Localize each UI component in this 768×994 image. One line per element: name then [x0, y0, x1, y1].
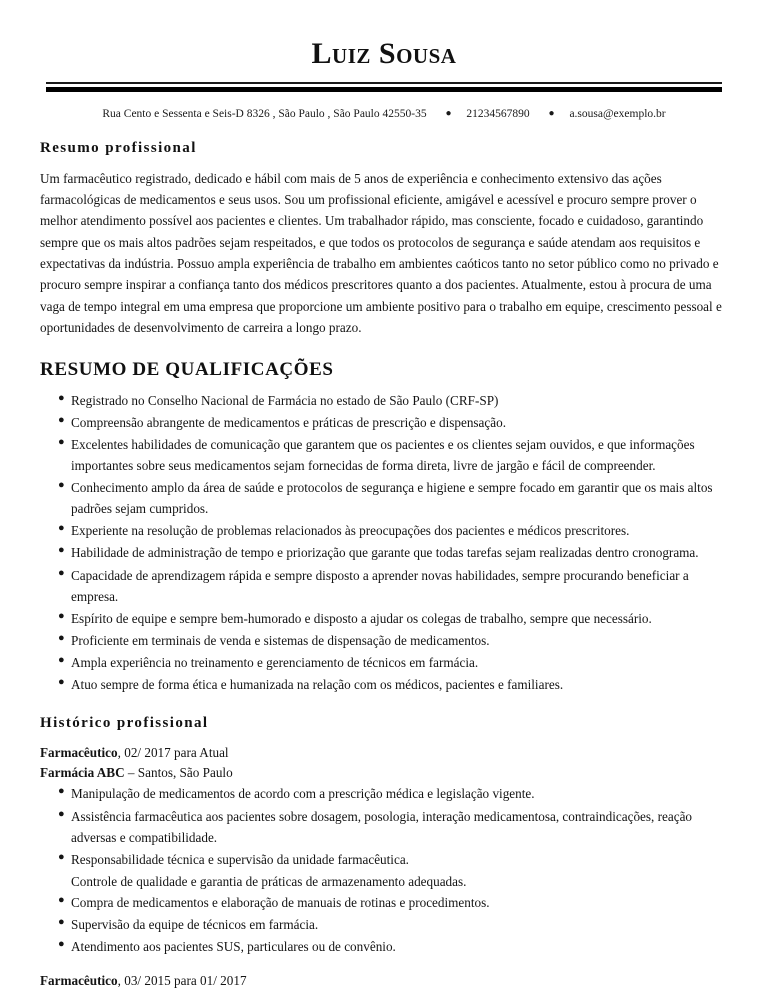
job-dates: , 02/ 2017 para Atual	[117, 745, 229, 761]
list-item	[40, 914, 728, 935]
list-item	[40, 892, 728, 913]
list-item-text: Conhecimento amplo da área de saúde e protocolos de segurança e higiene e sempre focado em garantir que os mais altos padrões sejam cumpridos.	[71, 480, 713, 517]
experience-heading: Histórico profissional	[40, 715, 209, 732]
list-item	[40, 390, 728, 411]
bullet-dot-icon: ●	[58, 916, 65, 929]
summary-heading: Resumo profissional	[40, 139, 197, 156]
bullet-dot-icon: ●	[58, 413, 65, 426]
list-item	[40, 412, 728, 433]
bullet-dot-icon: ●	[58, 544, 65, 557]
candidate-name: Luiz Sousa	[311, 37, 457, 70]
list-item-text: Habilidade de administração de tempo e priorização que garante que todas tarefas sejam realizadas dentro cronograma.	[71, 545, 699, 561]
job-responsibilities-list-continued	[40, 892, 728, 957]
list-item-text: Proficiente em terminais de venda e sistemas de dispensação de medicamentos.	[71, 632, 490, 648]
list-item	[40, 783, 728, 804]
list-item	[40, 565, 728, 607]
list-item-text: Espírito de equipe e sempre bem-humorado e disposto a ajudar os colegas de trabalho, sempre que necessário.	[71, 610, 652, 626]
list-item-text: Excelentes habilidades de comunicação que garantem que os pacientes e os clientes sejam ouvidos, e que informações importantes sobre seus medicamentos sejam fornecidas de forma direta, livre de jargão e fácil de compreender.	[71, 436, 695, 473]
experience-entry	[40, 971, 728, 991]
list-item	[40, 434, 728, 476]
list-item-text: Experiente na resolução de problemas relacionados às preocupações dos pacientes e médicos prescritores.	[71, 523, 630, 539]
job-responsibility-continuation: Controle de qualidade e garantia de práticas de armazenamento adequadas.	[71, 873, 467, 889]
experience-section	[40, 715, 728, 991]
job-responsibilities-list	[40, 783, 728, 870]
list-item-text: Manipulação de medicamentos de acordo com a prescrição médica e legislação vigente.	[71, 786, 535, 802]
bullet-dot-icon: ●	[58, 938, 65, 951]
resume-header	[40, 0, 728, 120]
list-item-text: Compra de medicamentos e elaboração de manuais de rotinas e procedimentos.	[71, 895, 490, 910]
bullet-dot-icon: ●	[58, 807, 65, 820]
qualifications-section	[40, 359, 728, 696]
bullet-dot-icon: ●	[58, 435, 65, 448]
bullet-dot-icon: ●	[58, 479, 65, 491]
job-company-line	[40, 763, 728, 783]
qualifications-heading: RESUMO DE QUALIFICAÇÕES	[40, 358, 334, 380]
bullet-dot-icon: ●	[58, 522, 65, 535]
bullet-dot-icon: ●	[58, 785, 65, 798]
list-item-text: Atuo sempre de forma ética e humanizada na relação com os médicos, pacientes e familiares.	[71, 677, 564, 693]
list-item-text: Compreensão abrangente de medicamentos e práticas de prescrição e dispensação.	[71, 414, 506, 430]
list-item	[40, 936, 728, 957]
bullet-dot-icon: ●	[58, 631, 65, 644]
job-dates: , 03/ 2015 para 01/ 2017	[117, 973, 247, 989]
contact-separator-dot-icon: ●	[548, 108, 555, 120]
job-title: Farmacêutico	[40, 745, 118, 761]
list-item-text: Registrado no Conselho Nacional de Farmácia no estado de São Paulo (CRF-SP)	[71, 392, 499, 408]
job-title: Farmacêutico	[40, 973, 118, 989]
bullet-dot-icon: ●	[58, 894, 65, 906]
contact-email: a.sousa@exemplo.br	[569, 107, 666, 120]
divider-thick-line	[46, 87, 722, 92]
bullet-dot-icon: ●	[58, 391, 65, 404]
list-item-text: Assistência farmacêutica aos pacientes sobre dosagem, posologia, interação medicamentosa, contraindicações, reação adversas e compatibilidade.	[71, 808, 693, 845]
list-item-text: Capacidade de aprendizagem rápida e sempre disposto a aprender novas habilidades, sempre procurando beneficiar a empresa.	[71, 567, 689, 604]
experience-entry	[40, 743, 728, 957]
list-item	[40, 608, 728, 629]
list-item-text: Ampla experiência no treinamento e gerenciamento de técnicos em farmácia.	[71, 655, 479, 670]
list-item	[40, 806, 728, 848]
list-item-text: Supervisão da equipe de técnicos em farmácia.	[71, 917, 319, 933]
list-item	[40, 849, 728, 870]
list-item	[40, 542, 728, 563]
contact-phone: 21234567890	[466, 107, 530, 120]
list-item-text: Responsabilidade técnica e supervisão da unidade farmacêutica.	[71, 851, 409, 867]
contact-address: Rua Cento e Sessenta e Seis-D 8326 , São Paulo , São Paulo 42550-35	[102, 107, 427, 120]
list-item	[40, 520, 728, 541]
job-title-line	[40, 971, 728, 991]
bullet-dot-icon: ●	[58, 566, 65, 579]
contact-separator-dot-icon: ●	[445, 108, 452, 120]
list-item	[40, 674, 728, 695]
bullet-dot-icon: ●	[58, 609, 65, 622]
list-item	[40, 477, 728, 519]
list-item-text: Atendimento aos pacientes SUS, particulares ou de convênio.	[71, 939, 396, 955]
bullet-dot-icon: ●	[58, 676, 65, 689]
summary-section	[40, 140, 728, 339]
job-company: Farmácia ABC	[40, 765, 125, 781]
header-divider	[40, 82, 728, 92]
job-title-line	[40, 743, 728, 763]
job-location: – Santos, São Paulo	[124, 765, 233, 781]
summary-text: Um farmacêutico registrado, dedicado e hábil com mais de 5 anos de experiência e conhecimento extensivo das ações farmacológicas de medicamentos e seus usos. Sou um profissional eficiente, amigável e acessível e procuro sempre prover o melhor atendimento possível aos pacientes e clientes. Um trabalhador rápido, mas consciente, focado e cuidadoso, garantindo sempre que os mais altos padrões sejam respeitados, e que todos os protocolos de segurança e saúde atendam aos requisitos e expectativas da indústria. Possuo ampla experiência de trabalho em ambientes caóticos tanto no setor público como no privado e procuro sempre inspirar a confiança tanto dos médicos prescritores quanto a dos pacientes. Atualmente, estou à procura de uma vaga de tempo integral em uma empresa que proporcione um ambiente positivo para o trabalho em equipe, crescimento pessoal e oportunidades de desenvolvimento de carreira a longo prazo.	[40, 170, 722, 336]
list-item	[40, 652, 728, 673]
contact-line	[40, 108, 728, 120]
bullet-dot-icon: ●	[58, 850, 65, 863]
list-item	[40, 630, 728, 651]
bullet-dot-icon: ●	[58, 654, 65, 666]
qualifications-list	[40, 390, 728, 696]
